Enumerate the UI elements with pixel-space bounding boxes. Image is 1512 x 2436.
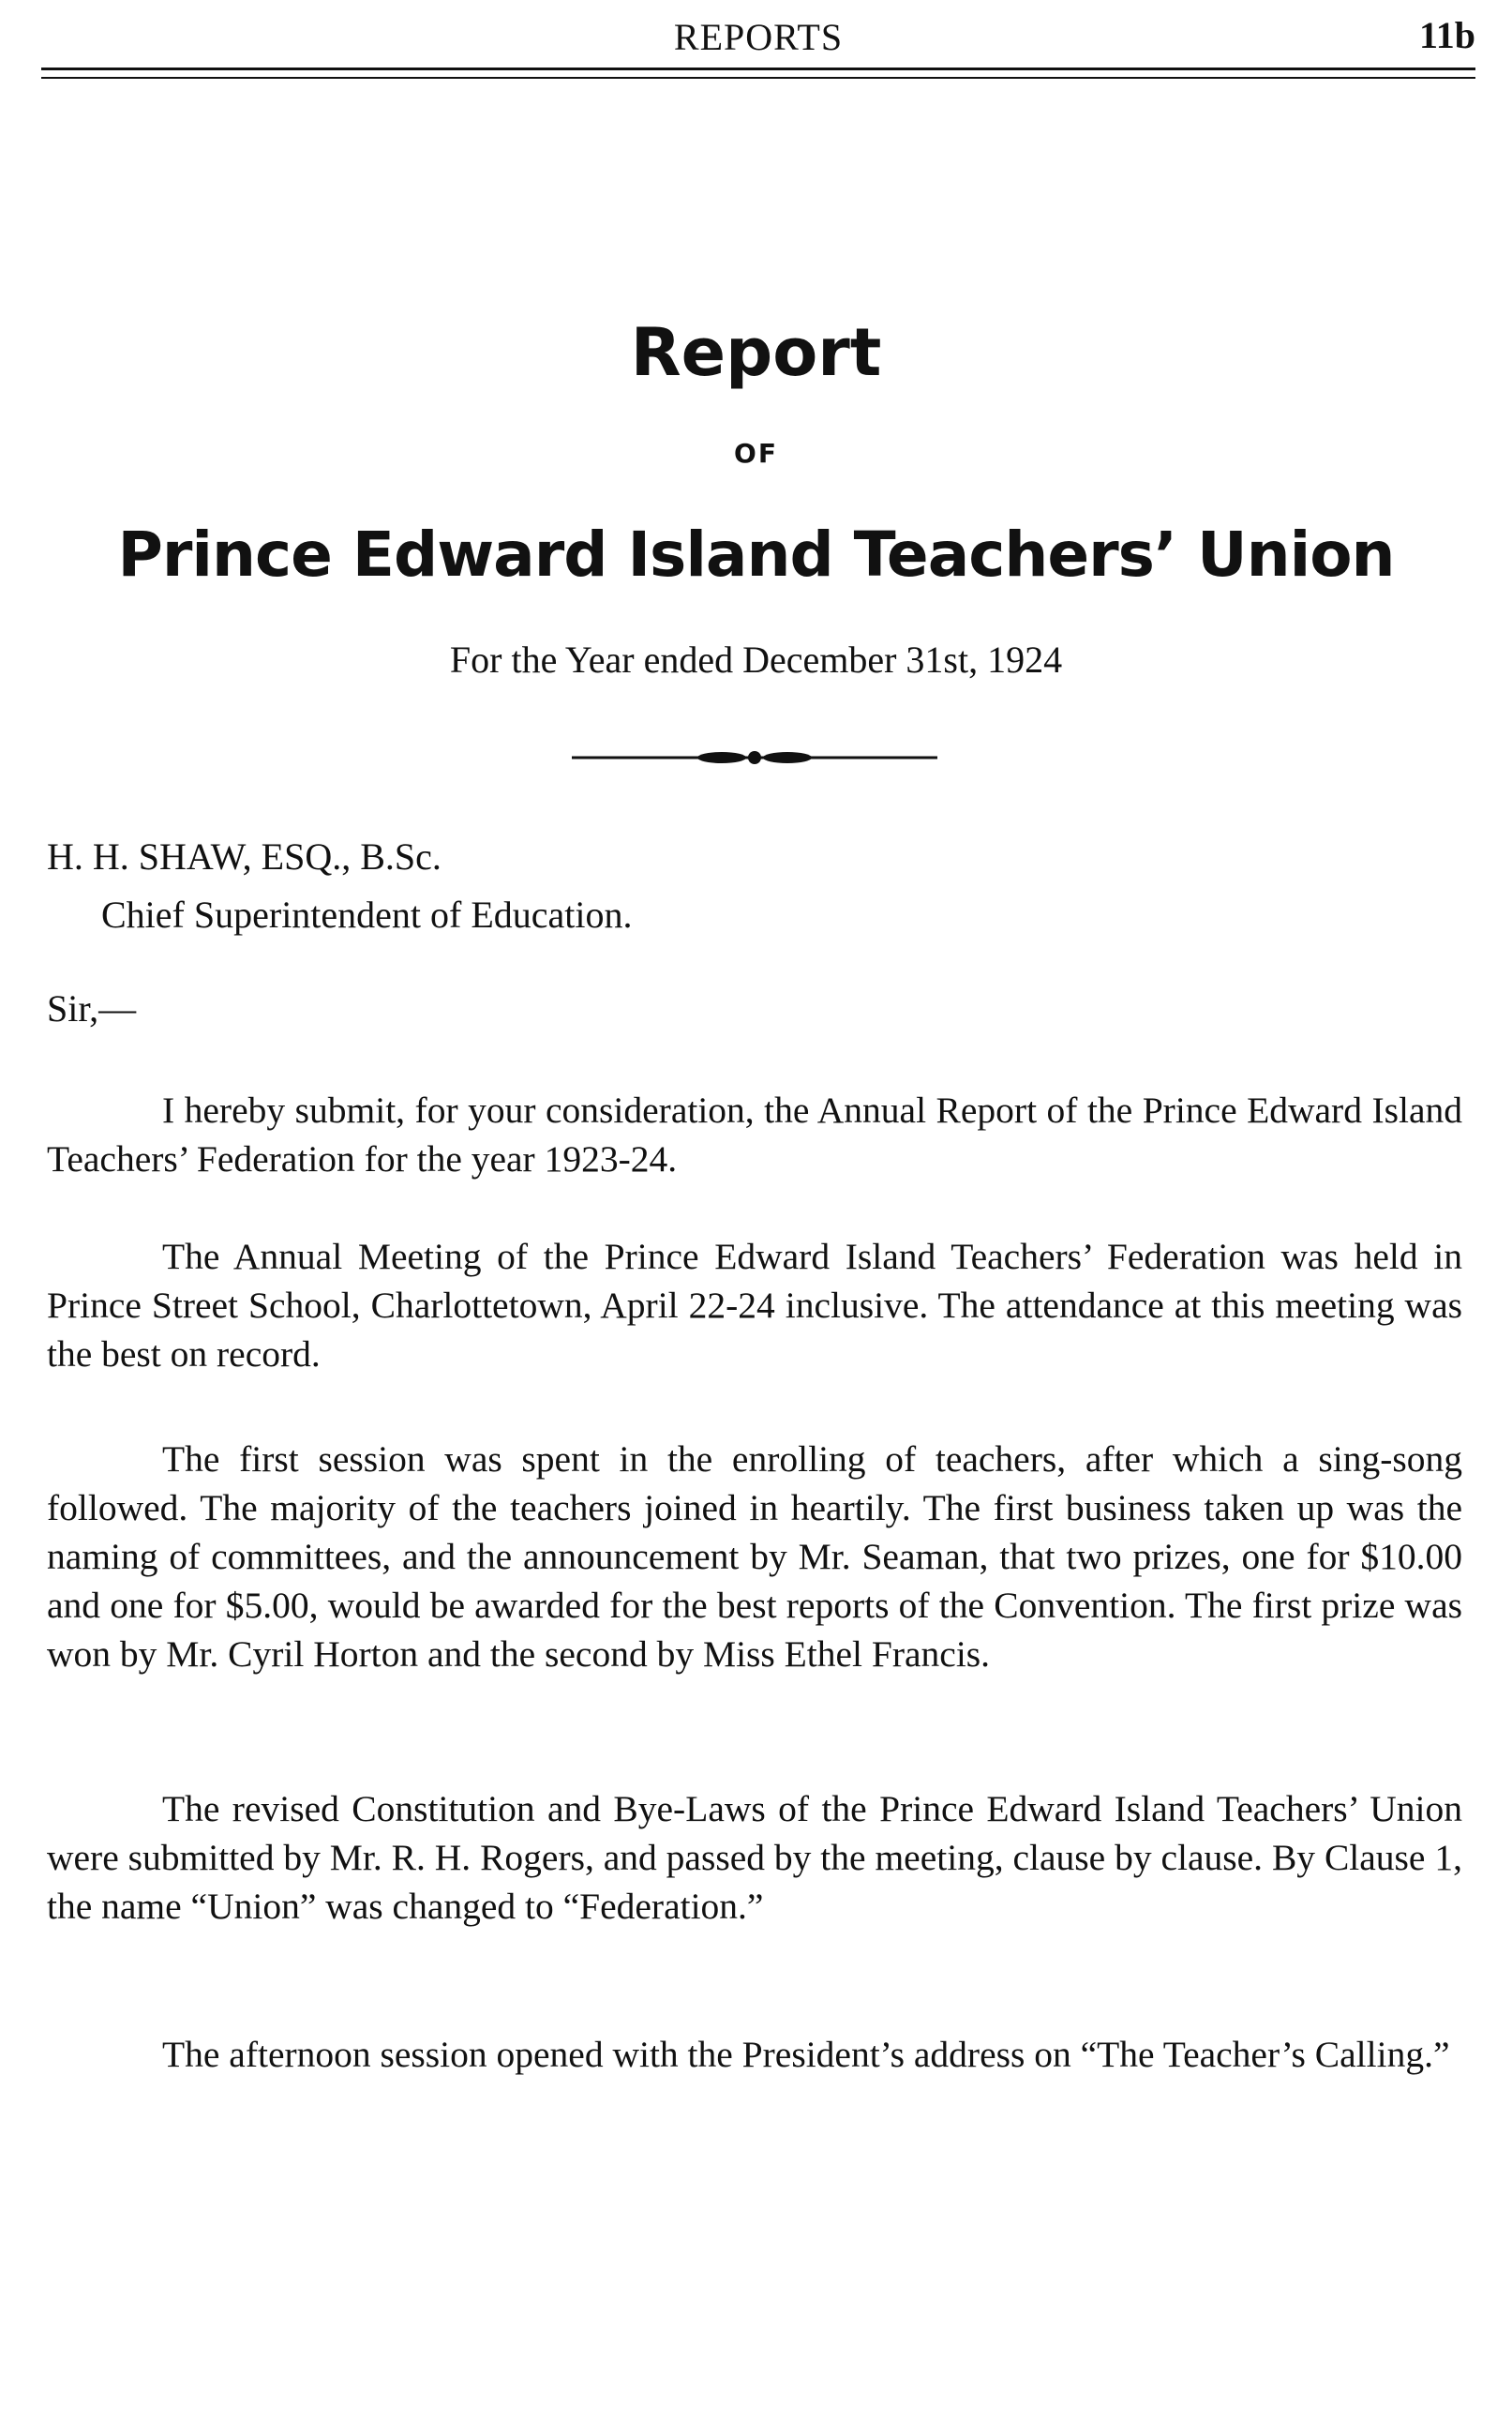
- running-head-title: REPORTS: [673, 16, 844, 58]
- addressee-name: H. H. SHAW, ESQ., B.Sc.: [47, 835, 442, 878]
- paragraph-4: The revised Constitution and Bye-Laws of the Prince Edward Island Teachers’ Union were submitted by Mr. R. H. Rogers, and passed by the meeting, clause by clause. By Clause 1, the name “Union” was changed to “Federation.”: [47, 1788, 1462, 1927]
- ornament-divider: [572, 744, 937, 772]
- paragraph-1: I hereby submit, for your consideration, the Annual Report of the Prince Edward Island Teachers’ Federation for the year 1923-24.: [47, 1090, 1462, 1180]
- report-title: Report: [630, 314, 882, 391]
- report-title-of: OF: [734, 438, 778, 469]
- addressee-title: Chief Superintendent of Education.: [101, 894, 633, 936]
- paragraph-2: The Annual Meeting of the Prince Edward Island Teachers’ Federation was held in Prince Street School, Charlottetown, April 22-24 inclusive. The attendance at this meeting was the best on record.: [47, 1236, 1462, 1375]
- paragraph-5: The afternoon session opened with the President’s address on “The Teacher’s Calling.”: [162, 2034, 1450, 2075]
- report-subtitle: For the Year ended December 31st, 1924: [449, 639, 1063, 681]
- header-rule: [41, 68, 1475, 70]
- paragraph-3: The first session was spent in the enrolling of teachers, after which a sing-song followed. The majority of the teachers joined in heartily. The first business taken up was the naming of committees, and the announcement by Mr. Seaman, that two prizes, one for $10.00 and one for $5.00, would be awarded for the best reports of the Convention. The first prize was won by Mr. Cyril Horton and the second by Miss Ethel Francis.: [47, 1438, 1462, 1675]
- running-head: [41, 13, 1475, 60]
- page-number: 11b: [1418, 14, 1475, 56]
- header-rule-thin: [41, 77, 1475, 79]
- salutation: Sir,—: [47, 987, 137, 1030]
- report-organization-title: Prince Edward Island Teachers’ Union: [117, 519, 1395, 591]
